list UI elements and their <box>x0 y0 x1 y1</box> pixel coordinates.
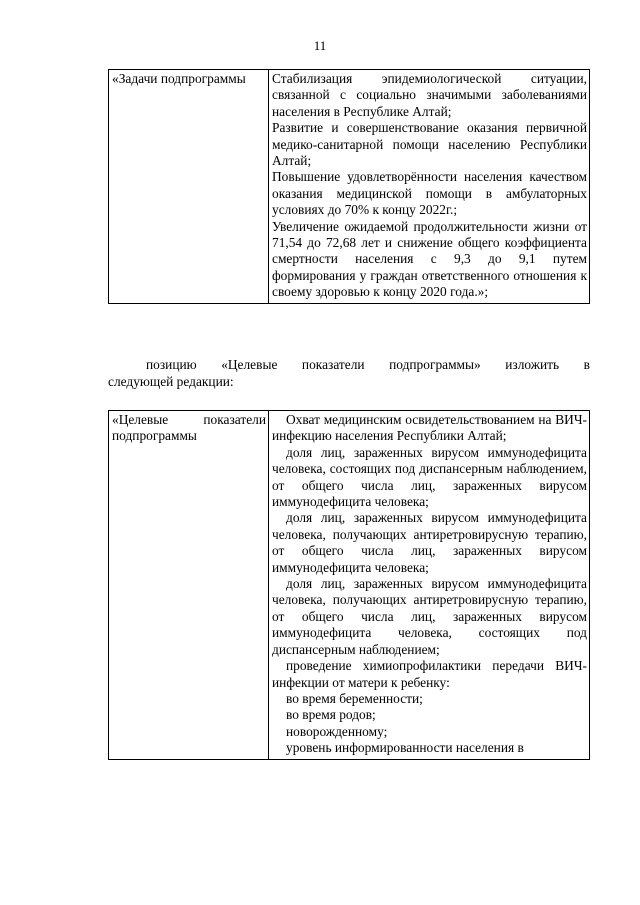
intro-line-1: позицию «Целевые показатели подпрограммы» изложить в <box>146 357 590 372</box>
targets-table <box>108 410 590 760</box>
targets-item: во время беременности; <box>286 690 423 706</box>
tasks-label: «Задачи подпрограммы <box>112 71 246 86</box>
intro-paragraph <box>108 356 590 390</box>
tasks-content-cell <box>269 70 590 304</box>
targets-item: доля лиц, зараженных вирусом иммунодефицита человека, получающих антиретровирусную терапию, от общего числа лиц, зараженных вирусом иммунодефицита человека, состоящих под диспансерным наблюдением; <box>272 576 587 657</box>
table-row <box>109 411 590 760</box>
targets-label: «Целевые показатели подпрограммы <box>112 412 266 444</box>
targets-item: новорожденному; <box>286 723 388 739</box>
targets-item: Охват медицинским освидетельствованием на ВИЧ-инфекцию населения Республики Алтай; <box>272 412 587 444</box>
tasks-item: Развитие и совершенствование оказания первичной медико-санитарной помощи населению Республики Алтай; <box>272 120 587 169</box>
tasks-item: Повышение удовлетворённости населения качеством оказания медицинской помощи в амбулаторных условиях до 70% к концу 2022г.; <box>272 169 587 218</box>
tasks-table <box>108 69 590 304</box>
intro-line-2: следующей редакции: <box>108 374 234 389</box>
targets-item: доля лиц, зараженных вирусом иммунодефицита человека, получающих антиретровирусную терапию, от общего числа лиц, зараженных вирусом иммунодефицита человека; <box>272 510 587 575</box>
targets-label-cell <box>109 411 269 760</box>
targets-item: доля лиц, зараженных вирусом иммунодефицита человека, состоящих под диспансерным наблюдением, от общего числа лиц, зараженных вирусом иммунодефицита человека; <box>272 444 587 510</box>
targets-item: проведение химиопрофилактики передачи ВИЧ-инфекции от матери к ребенку: <box>272 658 587 690</box>
targets-content-cell <box>269 411 590 760</box>
tasks-item: Увеличение ожидаемой продолжительности жизни от 71,54 до 72,68 лет и снижение общего коэффициента смертности населения с 9,3 до 9,1 путем формирования у граждан ответственного отношения к своему здоровью к концу 2020 года.»; <box>272 218 587 300</box>
targets-item: уровень информированности населения в <box>286 740 524 756</box>
targets-item: во время родов; <box>286 707 376 723</box>
table-row <box>109 70 590 304</box>
page-number: 11 <box>313 38 327 53</box>
tasks-label-cell <box>109 70 269 304</box>
tasks-item: Стабилизация эпидемиологической ситуации, связанной с социально значимыми заболеваниями населения в Республике Алтай; <box>272 71 587 119</box>
